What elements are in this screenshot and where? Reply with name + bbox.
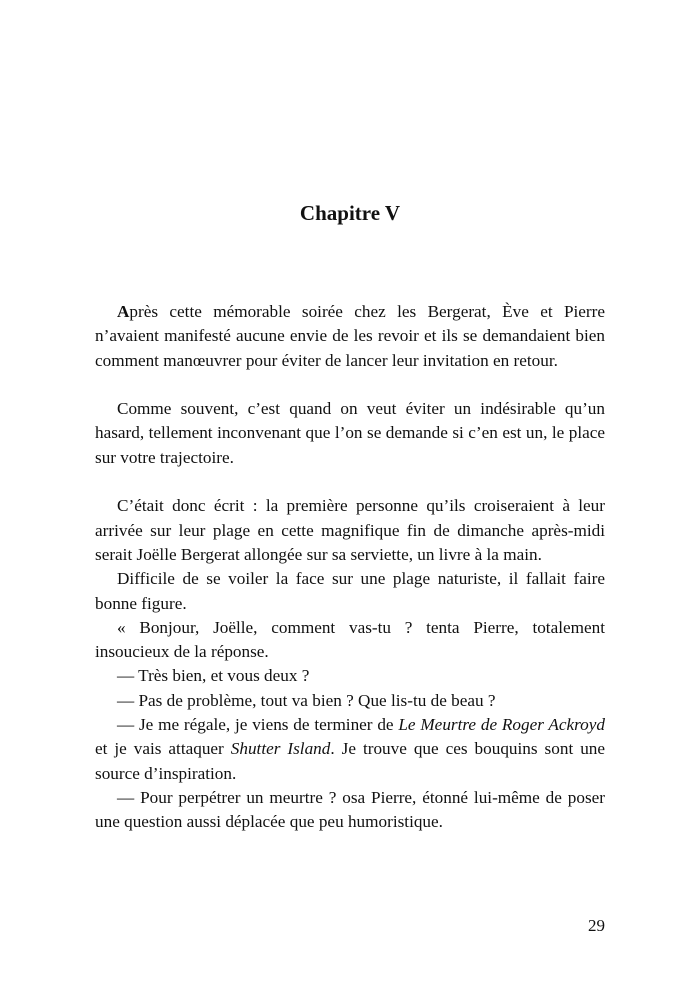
book-title-1: Le Meurtre de Roger Ackroyd (398, 715, 605, 735)
dialogue-line-2: — Très bien, et vous deux ? (117, 666, 310, 686)
dialogue-line-4-part-c: . Je trouve que ces bouquins sont une source d’inspiration. (95, 739, 606, 783)
dialogue-line-4-part-b: et je vais attaquer (95, 739, 231, 759)
dialogue-line-3: — Pas de problème, tout va bien ? Que lis-tu de beau ? (117, 690, 496, 710)
dialogue-line-5: — Pour perpétrer un meurtre ? osa Pierre, étonné lui-même de poser une question aussi déplacée que peu humoristique. (95, 787, 605, 832)
dialogue-line-4 (95, 713, 605, 786)
page-number: 29 (588, 916, 605, 935)
paragraph-3: C’était donc écrit : la première personne qu’ils croiseraient à leur arrivée sur leur plage en cette magnifique fin de dimanche après-midi serait Joëlle Bergerat allongée sur sa serviette, un livre à la main. (95, 496, 605, 564)
book-title-2: Shutter Island (230, 739, 331, 759)
dialogue-line-4-part-a: — Je me régale, je viens de terminer de (117, 715, 399, 735)
initial-letter: A (117, 302, 130, 321)
chapter-body (95, 300, 605, 835)
paragraph-2: Comme souvent, c’est quand on veut éviter un indésirable qu’un hasard, tellement inconvenant que l’on se demande si c’en est un, le place sur votre trajectoire. (95, 399, 605, 467)
paragraph-4: Difficile de se voiler la face sur une plage naturiste, il fallait faire bonne figure. (95, 569, 605, 613)
paragraph-1 (95, 300, 605, 373)
dialogue-line-1: « Bonjour, Joëlle, comment vas-tu ? tenta Pierre, totalement insoucieux de la réponse. (95, 617, 605, 662)
chapter-title: Chapitre V (299, 201, 401, 225)
paragraph-1-text: près cette mémorable soirée chez les Bergerat, Ève et Pierre n’avaient manifesté aucune envie de les revoir et ils se demandaient bien comment manœuvrer pour éviter de lancer leur invitation en retour. (95, 302, 605, 370)
